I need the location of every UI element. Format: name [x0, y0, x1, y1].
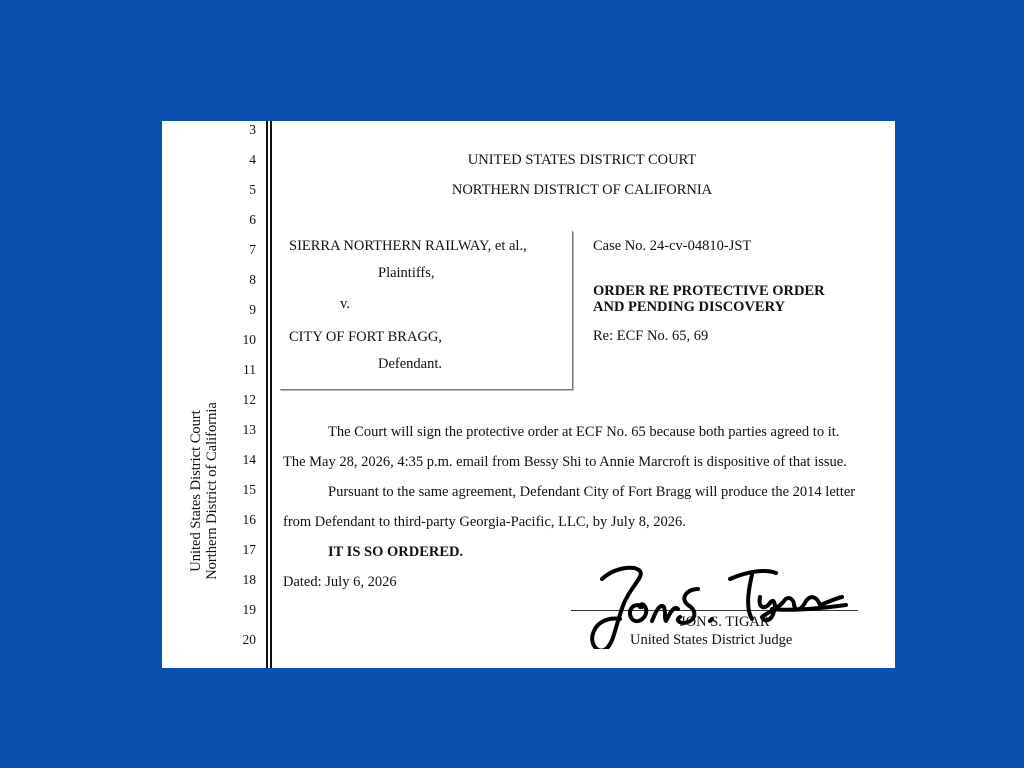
order-title-line2: AND PENDING DISCOVERY	[593, 299, 786, 315]
versus-label: v.	[340, 296, 350, 312]
line-number: 7	[249, 242, 256, 257]
so-ordered: IT IS SO ORDERED.	[328, 544, 464, 560]
paragraph-1-line-2: The May 28, 2026, 4:35 p.m. email from Bessy Shi to Annie Marcroft is dispositive of that issue.	[283, 454, 847, 470]
line-number: 14	[242, 452, 256, 467]
line-number: 12	[242, 392, 256, 407]
defendant-role: Defendant.	[378, 356, 443, 372]
paragraph-2-line-1: Pursuant to the same agreement, Defendant City of Fort Bragg will produce the 2014 letter	[328, 484, 856, 500]
pleading-rule-right	[270, 121, 272, 668]
sidebar-line-district: Northern District of California	[204, 402, 220, 580]
dated-line: Dated: July 6, 2026	[283, 574, 397, 590]
line-number: 6	[249, 212, 256, 227]
line-number: 3	[249, 122, 256, 137]
judge-name: JON S. TIGAR	[680, 614, 770, 630]
judge-title: United States District Judge	[630, 632, 793, 648]
line-number: 11	[243, 362, 256, 377]
line-number: 17	[242, 542, 256, 557]
paragraph-2-line-2: from Defendant to third-party Georgia-Pacific, LLC, by July 8, 2026.	[283, 514, 686, 530]
pleading-rule-left	[266, 121, 268, 668]
line-number: 5	[249, 182, 256, 197]
sidebar-line-court: United States District Court	[188, 410, 204, 572]
defendant-name: CITY OF FORT BRAGG,	[289, 329, 443, 345]
plaintiff-role: Plaintiffs,	[378, 265, 435, 281]
line-number: 20	[242, 632, 256, 647]
line-number: 18	[242, 572, 256, 587]
line-number: 4	[249, 152, 256, 167]
court-order-page	[162, 121, 895, 668]
line-number: 10	[242, 332, 256, 347]
order-title-line1: ORDER RE PROTECTIVE ORDER	[593, 283, 825, 299]
line-number: 19	[242, 602, 256, 617]
plaintiff-name: SIERRA NORTHERN RAILWAY, et al.,	[289, 238, 527, 254]
ecf-reference: Re: ECF No. 65, 69	[593, 328, 709, 344]
case-number: Case No. 24-cv-04810-JST	[593, 238, 752, 254]
paragraph-1-line-1: The Court will sign the protective order at ECF No. 65 because both parties agreed to it.	[328, 424, 840, 440]
court-name-heading: UNITED STATES DISTRICT COURT	[467, 152, 697, 168]
line-number: 16	[242, 512, 256, 527]
line-number: 13	[242, 422, 256, 437]
district-heading: NORTHERN DISTRICT OF CALIFORNIA	[451, 182, 713, 198]
line-number: 15	[242, 482, 256, 497]
line-number: 9	[249, 302, 256, 317]
line-number: 8	[249, 272, 256, 287]
